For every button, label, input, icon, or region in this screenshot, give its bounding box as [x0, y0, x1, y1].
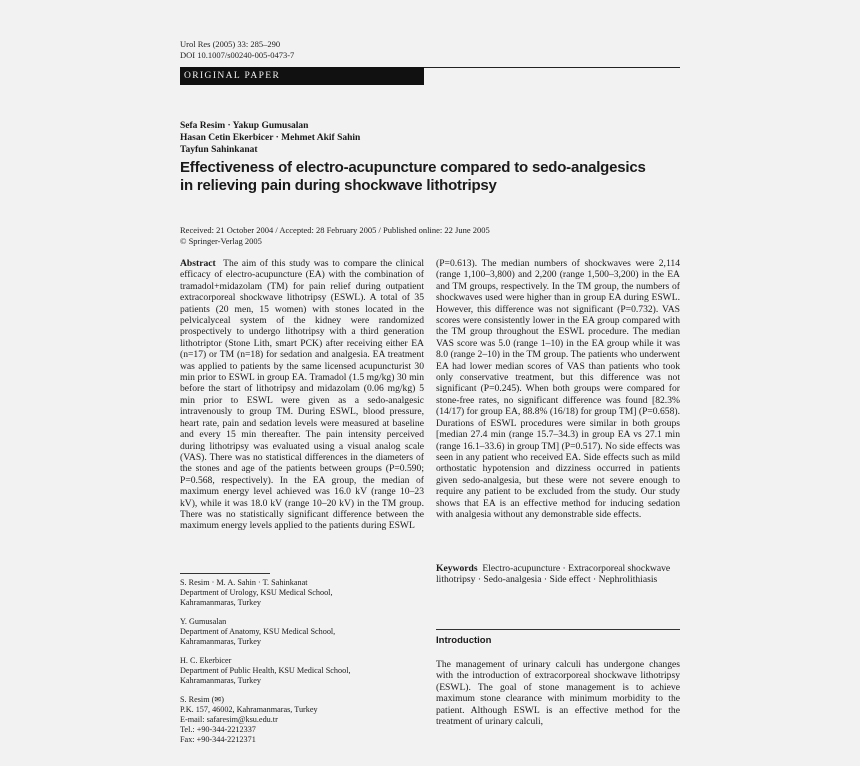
correspondence-tel: Tel.: +90-344-2212337 [180, 725, 256, 734]
article-type-banner: ORIGINAL PAPER [180, 67, 424, 85]
affiliation-names: Y. Gumusalan [180, 617, 227, 626]
paper-title [180, 159, 680, 195]
correspondence-block [180, 695, 424, 745]
dates-line: Received: 21 October 2004 / Accepted: 28 February 2005 / Published online: 22 June 2005 [180, 225, 490, 235]
abstract-text-left: The aim of this study was to compare the clinical efficacy of electro-acupuncture (EA) with the combination of tramadol+midazolam (TM) for pain relief during outpatient extracorporeal shockwave lithotripsy (ESWL). A total of 35 patients (20 men, 15 women) with stones located in the pelvicalyceal system of the kidney were randomized prospectively to undergo lithotripsy with a third generation lithotriptor (Stone Lith, smart PCK) after receiving either EA (n=17) or TM (n=18) for sedation and analgesia. EA treatment was applied to patients by the same licensed acupuncturist 30 min prior to ESWL in group EA. Tramadol (1.5 mg/kg) 30 min before the start of lithotripsy and midazolam (0.06 mg/kg) 5 min prior to ESWL were given as a sedo-analgesic intravenously to group TM. During ESWL, blood pressure, heart rate, pain and sedation levels were measured at baseline and every 15 min thereafter. The pain intensity perceived during lithotripsy was evaluated using a visual analog scale (VAS). There was no statistical differences in the diameters of the stones and age of the patients between groups (P=0.590; P=0.568, respectively). In the EA group, the median of maximum energy level achieved was 16.0 kV (range 10–23 kV), while it was 18.0 kV (range 10–20 kV) in the TM group. There was no statistically significant difference between the maximum energy levels applied to the patients during ESWL [180, 258, 424, 532]
correspondence-name: S. Resim (✉) [180, 695, 224, 704]
affiliation-block [180, 656, 424, 686]
banner-rule [424, 67, 680, 68]
affiliation-city: Kahramanmaras, Turkey [180, 637, 261, 646]
author-line: Sefa Resim · Yakup Gumusalan [180, 121, 309, 131]
author-line: Hasan Cetin Ekerbicer · Mehmet Akif Sahin [180, 133, 361, 143]
affiliation-dept: Department of Anatomy, KSU Medical School, [180, 627, 336, 636]
title-line: in relieving pain during shockwave lithotripsy [180, 177, 497, 194]
affiliation-city: Kahramanmaras, Turkey [180, 598, 261, 607]
author-line: Tayfun Sahinkanat [180, 145, 258, 155]
title-line: Effectiveness of electro-acupuncture compared to sedo-analgesics [180, 159, 646, 176]
correspondence-fax: Fax: +90-344-2212371 [180, 735, 256, 744]
copyright-line: © Springer-Verlag 2005 [180, 236, 262, 246]
introduction-text: The management of urinary calculi has undergone changes with the introduction of extracorporeal shockwave lithotripsy (ESWL). The goal of stone management is to achieve maximum stone clearance with minimum morbidity to the patient. Although ESWL is an effective method for the treatment of urinary calculi, [436, 659, 680, 728]
keywords-block [436, 563, 680, 586]
keywords-heading: Keywords [436, 563, 478, 574]
abstract-text-right: (P=0.613). The median numbers of shockwaves were 2,114 (range 1,100–3,800) and 2,200 (range 1,500–3,200) in the EA and TM groups, respectively. In the TM group, the numbers of shockwaves used were higher than in group EA during ESWL. However, this difference was not significant (P=0.732). VAS scores were consistently lower in the EA group compared with the TM group throughout the ESWL procedure. The median VAS score was 5.0 (range 1–10) in the EA group while it was 8.0 (range 2–10) in the TM group. The patients who underwent EA had lower median scores of VAS than patients who took only conservative treatment, but this difference was not significant (P=0.245). When both groups were compared for stone-free rates, no significant difference was found [82.3% (14/17) for group EA, 88.8% (16/18) for group TM] (P=0.658). Durations of ESWL procedures were similar in both groups [median 27.4 min (range 15.7–34.3) in group EA vs 27.1 min (range 16.1–33.6) in group TM] (P=0.517). No side effects was seen in any patient who received EA. Side effects such as mild orthostatic hypotension and dizziness occurred in patients given sedo-analgesia, but these were not severe enough to require any patient to be excluded from the study. Our study shows that EA is an effective method for inducing sedation with analgesia without any demonstrable side effects. [436, 258, 680, 520]
abstract-heading: Abstract [180, 258, 216, 269]
author-list [180, 120, 360, 156]
doi-line: DOI 10.1007/s00240-005-0473-7 [180, 50, 295, 60]
keywords-text: Electro-acupuncture · Extracorporeal shockwave lithotripsy · Sedo-analgesia · Side effect · Nephrolithiasis [436, 563, 671, 586]
affiliations [180, 578, 424, 745]
correspondence-address: P.K. 157, 46002, Kahramanmaras, Turkey [180, 705, 318, 714]
affiliation-dept: Department of Public Health, KSU Medical School, [180, 666, 351, 675]
abstract-left-column [180, 258, 424, 566]
introduction-heading: Introduction [436, 635, 492, 646]
correspondence-email[interactable]: E-mail: safaresim@ksu.edu.tr [180, 715, 278, 724]
affiliation-names: H. C. Ekerbicer [180, 656, 232, 665]
abstract-right-column [436, 258, 680, 520]
publication-dates [180, 225, 490, 247]
journal-citation [180, 39, 294, 61]
affiliation-block [180, 617, 424, 647]
footnote-rule [180, 573, 270, 574]
affiliation-city: Kahramanmaras, Turkey [180, 676, 261, 685]
affiliation-block [180, 578, 424, 608]
affiliation-names: S. Resim · M. A. Sahin · T. Sahinkanat [180, 578, 308, 587]
affiliation-dept: Department of Urology, KSU Medical School, [180, 588, 333, 597]
citation-line: Urol Res (2005) 33: 285–290 [180, 39, 281, 49]
section-rule [436, 629, 680, 630]
